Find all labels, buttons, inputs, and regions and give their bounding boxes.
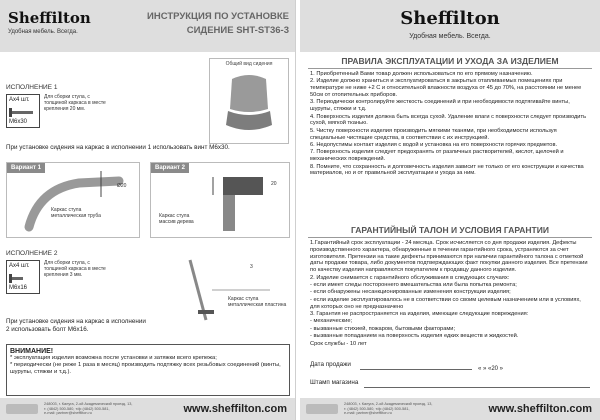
execution2-frame-label: Каркас стула	[228, 296, 259, 302]
warranty-item: - если изделие эксплуатировалось не в соответствии со своим целевым назначением или в условиях, для которых оно не предназначено	[310, 296, 581, 310]
metal-tube-illustration	[9, 167, 139, 237]
variant2-frame-type: массив дерева	[159, 219, 194, 225]
footer-address-line1: 248003, г. Калуга, 2-ой Академический проезд, 13,	[44, 402, 133, 406]
chair-seat-illustration	[210, 69, 288, 145]
doc-title	[147, 10, 289, 38]
footer-website: www.sheffilton.com	[488, 403, 592, 415]
execution2-instruction: При установке сидения на каркас в исполнении 2 использовать болт M6x16.	[6, 318, 146, 333]
rule-item: 2. Изделие должно храниться и эксплуатироваться в закрытых отапливаемых помещениях при температуре не ниже +2 С и относительной влажности воздуха от 45 до 70%, на расстоянии не менее 50см от отопительных приборов.	[310, 78, 582, 98]
rules-title: ПРАВИЛА ЭКСПЛУАТАЦИИ И УХОДА ЗА ИЗДЕЛИЕМ	[341, 56, 559, 66]
variant1-label: Вариант 1	[7, 163, 45, 173]
right-footer	[300, 398, 600, 420]
right-header	[300, 0, 600, 52]
rule-item: 3. Периодически контролируйте жесткость соединений и при необходимости подтягивайте винты, шурупы, стяжки и т.д.	[310, 99, 570, 113]
warning-title: ВНИМАНИЕ!	[10, 348, 54, 355]
warranty-divider	[308, 237, 592, 238]
execution2-frame-type: металлическая пластина	[228, 302, 287, 308]
warranty-item: - вызванные стихией, пожаром, бытовыми факторами;	[310, 325, 456, 332]
rule-item: 1. Приобретенный Вами товар должен использоваться по его прямому назначению.	[310, 71, 533, 77]
variant1-frame	[51, 207, 101, 219]
warranty-list	[310, 240, 592, 348]
warning-line1: * эксплуатация изделия возможна после установки и затяжки всего крепежа;	[10, 355, 217, 361]
execution1-parts	[6, 94, 112, 128]
bolt-qty: Ax4 шт.	[9, 97, 30, 103]
sale-date-line	[360, 369, 472, 370]
footer-address	[344, 402, 432, 416]
brand-tagline: Удобная мебель. Всегда.	[8, 29, 78, 35]
execution2-illustration	[150, 250, 290, 340]
warranty-item: 2. Изделие снимается с гарантийного обслуживания в следующих случаях:	[310, 274, 510, 281]
rule-item: 5. Чистку поверхности изделия производить мягкими тканями, при необходимости используя специальные чистящие средства, в соответствии с их инструкцией.	[310, 127, 557, 141]
warranty-item: - если обнаружены несанкционированные изменения конструкции изделия;	[310, 289, 511, 296]
warranty-item: - если имеет следы постороннего вмешательства или была попытка ремонта;	[310, 281, 517, 288]
chair-caption: Общий вид сидения	[225, 61, 273, 67]
rule-item: 7. Поверхность изделия следует предохранять от различных растворителей, кислот, щелочей и механических повреждений.	[310, 149, 564, 163]
bolt-icon	[11, 111, 33, 114]
warranty-item: Срок службы - 10 лет	[310, 340, 367, 347]
rule-item: 8. Помните, что сохранность и долговечность изделия зависит не только от его конструкции и качества материалов, но и от правильной эксплуатации и ухода за ним.	[310, 163, 584, 177]
care-warranty-page	[300, 0, 600, 420]
bolt-box-m6x16	[6, 260, 40, 294]
variant1-panel	[6, 162, 140, 238]
warranty-item: 3. Гарантия не распространяется на изделия, имеющие следующие повреждения:	[310, 310, 529, 317]
bolt-box-m6x30	[6, 94, 40, 128]
warranty-item: - вызванные попаданием на поверхность изделия едких веществ и жидкостей.	[310, 333, 519, 340]
brand-tagline: Удобная мебель. Всегда.	[409, 33, 491, 40]
execution2-parts	[6, 260, 112, 294]
stamp-label: Штамп магазина	[310, 379, 359, 386]
installation-page	[0, 0, 296, 420]
warning-box	[6, 344, 290, 396]
footer-address-line2: т. (4842) 500-580, т/ф (4842) 500-581,	[44, 406, 110, 411]
execution2-frame	[228, 296, 286, 308]
bolt-qty: Ax4 шт.	[9, 263, 30, 269]
left-footer	[0, 398, 295, 420]
variant2-frame-label: Каркас стула	[159, 213, 190, 219]
execution2-dim: 3	[250, 264, 253, 270]
sale-date-label: Дата продажи	[310, 361, 351, 368]
doc-title-line1: ИНСТРУКЦИЯ ПО УСТАНОВКЕ	[147, 11, 289, 22]
variant2-dim: 20	[271, 181, 277, 187]
metal-plate-illustration	[150, 250, 286, 340]
execution1-note: Для сборки стула, с толщиной каркаса в месте крепления 20 мм.	[44, 94, 106, 113]
footer-logo-icon	[6, 404, 38, 414]
rules-list	[310, 71, 592, 178]
variant2-frame	[159, 213, 194, 225]
wood-frame-illustration	[153, 167, 289, 237]
variant1-dim: Ø20	[117, 183, 127, 189]
rule-item: 6. Недопустимы контакт изделия с водой и установка на его поверхности горячих предметов.	[310, 141, 558, 148]
variant1-frame-label: Каркас стула	[51, 207, 82, 213]
footer-address-line1: 248003, г. Калуга, 2-ой Академический проезд, 13,	[344, 402, 433, 406]
footer-address-line2: т. (4842) 500-580, т/ф (4842) 500-581,	[344, 406, 410, 411]
execution2-title: ИСПОЛНЕНИЕ 2	[6, 250, 58, 257]
variant2-label: Вариант 2	[151, 163, 189, 173]
variant2-panel	[150, 162, 290, 238]
execution1-title: ИСПОЛНЕНИЕ 1	[6, 84, 58, 91]
footer-email: e-mail: partner@sheffilton.ru	[44, 411, 92, 416]
brand-logo: Sheffilton	[400, 8, 500, 29]
rule-item: 4. Поверхность изделия должна быть всегда сухой. Удаление влаги с поверхности следует производить сухой, мягкой тканью.	[310, 113, 587, 127]
left-header	[0, 0, 295, 52]
bolt-size: M6x16	[9, 285, 28, 291]
warning-line2: * периодически (не реже 1 раза в месяц) производить подтяжку всех резьбовых соединений (винты, шурупы, стяжки и т.д.).	[10, 362, 281, 375]
doc-title-line2: СИДЕНИЕ SHT-ST36-3	[186, 25, 289, 36]
brand-logo: Sheffilton	[8, 9, 91, 27]
warranty-item: 1.Гарантийный срок эксплуатации - 24 месяца. Срок исчисляется со дня продажи изделия. Дефекты производственного характера, обнаруженные в течении гарантийного срока, устраняются за счет изготовителя. Претензии на такие дефекты принимаются при наличии гарантийного талона с отметкой даты продажи товара, либо документов подтверждающих факт покупки данного изделия. Все претензии по качеству изделия направляются покупателем к продавцу данного изделия.	[310, 240, 588, 274]
rules-divider	[308, 68, 592, 69]
variant1-frame-type: металлическая труба	[51, 213, 101, 219]
execution2-note: Для сборки стула, с толщиной каркаса в месте крепления 3 мм.	[44, 260, 106, 279]
footer-email: e-mail: partner@sheffilton.ru	[344, 411, 392, 416]
chair-overview	[209, 58, 289, 144]
warranty-title: ГАРАНТИЙНЫЙ ТАЛОН И УСЛОВИЯ ГАРАНТИИ	[351, 225, 549, 235]
sale-date-parts: « » «20 »	[478, 366, 504, 372]
warranty-item: - механические;	[310, 318, 353, 325]
execution1-instruction: При установке сидения на каркас в исполнении 1 использовать винт M6x30.	[6, 144, 230, 151]
stamp-line	[364, 387, 590, 388]
footer-logo-icon	[306, 404, 338, 414]
bolt-size: M6x30	[9, 119, 28, 125]
bolt-icon	[11, 277, 23, 280]
footer-address	[44, 402, 132, 416]
footer-website: www.sheffilton.com	[183, 403, 287, 415]
